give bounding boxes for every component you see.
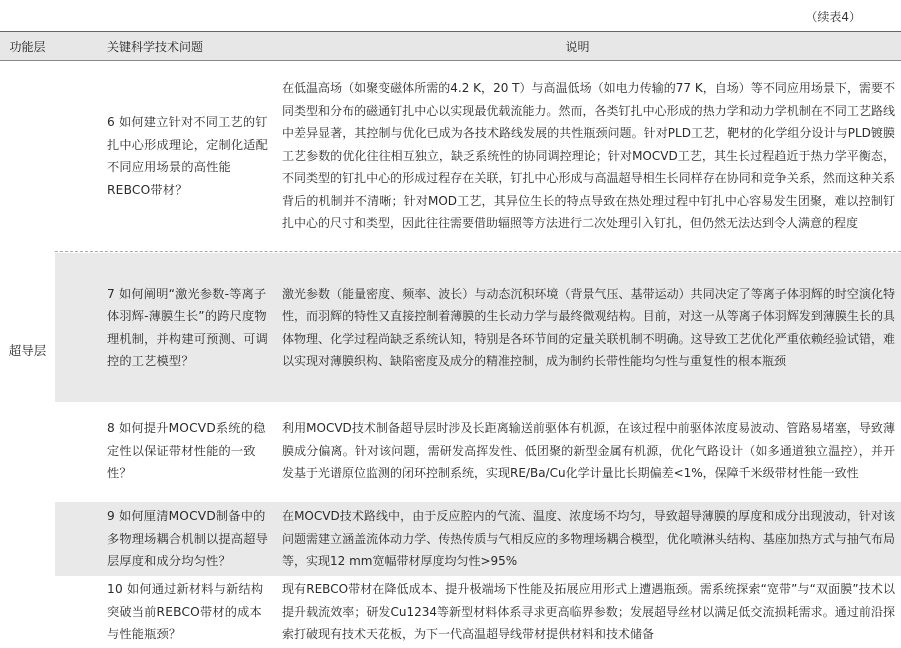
question-cell: 8 如何提升MOCVD系统的稳定性以保证带材性能的一致性？ (107, 421, 266, 481)
layer-label: 超导层 (8, 343, 47, 358)
table-row (55, 502, 901, 576)
description-cell: 现有REBCO带材在降低成本、提升极端场下性能及拓展应用形式上遭遇瓶颈。需系统探索“宽带”与“双面膜”技术以提升载流效率；研发Cu1234等新型材料体系寻求更高临界参数；发展超导丝材以满足低交流损耗需求。通过前沿探索打破现有技术天花板，为下一代高温超导线带材提供材料和技术储备 (282, 582, 895, 642)
table-header (0, 32, 901, 61)
table-row (55, 576, 901, 648)
question-cell: 6 如何建立针对不同工艺的钉扎中心形成理论，定制化适配不同应用场景的高性能REBCO带材？ (107, 115, 269, 197)
table-row (55, 402, 901, 500)
description-cell: 利用MOCVD技术制备超导层时涉及长距离输送前驱体有机源，在该过程中前驱体浓度易波动、管路易堵塞，导致薄膜成分偏离。针对该问题，需研发高挥发性、低团聚的新型金属有机源，优化气路设计（如多通道独立温控），并开发基于光谱原位监测的闭环控制系统，实现RE/Ba/Cu化学计量比长期偏差<1%，保障千米级带材性能一致性 (282, 421, 895, 481)
header-key-issue: 关键科学技术问题 (107, 39, 204, 54)
description-cell: 在MOCVD技术路线中，由于反应腔内的气流、温度、浓度场不均匀，导致超导薄膜的厚度和成分出现波动，针对该问题需建立涵盖流体动力学、传热传质与气相反应的多物理场耦合模型，优化喷淋头结构、基座加热方式与抽气布局等，实现12 mm宽幅带材厚度均匀性>95% (282, 509, 895, 569)
table-body (0, 61, 901, 642)
table-row (55, 61, 901, 251)
description-cell: 激光参数（能量密度、频率、波长）与动态沉积环境（背景气压、基带运动）共同决定了等离子体羽辉的时空演化特性，而羽辉的特性又直接控制着薄膜的生长动力学与最终微观结构。目前，对这一从等离子体羽辉发到薄膜生长的具体物理、化学过程尚缺乏系统认知，特别是各环节间的定量关联机制不明确。这导致工艺优化严重依赖经验试错，难以实现对薄膜织构、缺陷密度及成分的精准控制，成为制约长带性能均匀性与重复性的根本瓶颈 (282, 286, 895, 368)
question-cell: 10 如何通过新材料与新结构突破当前REBCO带材的成本与性能瓶颈？ (107, 582, 264, 642)
description-cell: 在低温高场（如聚变磁体所需的4.2 K，20 T）与高温低场（如电力传输的77 K，自场）等不同应用场景下，需要不同类型和分布的磁通钉扎中心以实现最优载流能力。然而，各类钉扎中心形成的热力学和动力学机制在不同工艺路线中差异显著，其控制与优化已成为各技术路线发展的共性瓶颈问题。针对PLD工艺，靶材的化学组分设计与PLD镀膜工艺参数的优化往往相互独立，缺乏系统性的协同调控理论；针对MOCVD工艺，其生长过程趋近于热力学平衡态，不同类型的钉扎中心的形成过程存在关联，钉扎中心形成与高温超导相生长同样存在协同和竞争关系，然而这种关系背后的机制并不清晰；针对MOD工艺，其异位生长的特点导致在热处理过程中钉扎中心容易发生团聚，难以控制钉扎中心的尺寸和类型，因此往往需要借助辐照等方法进行二次处理引入钉扎，但仍然无法达到令人满意的程度 (282, 81, 895, 231)
question-cell: 7 如何阐明“激光参数-等离子体羽辉-薄膜生长”的跨尺度物理机制，并构建可预测、可调控的工艺模型？ (107, 286, 269, 368)
continued-label: （续表4） (805, 10, 861, 24)
header-description: 说明 (565, 39, 590, 54)
header-function-layer: 功能层 (9, 39, 46, 54)
table-row (55, 253, 901, 402)
question-cell: 9 如何厘清MOCVD制备中的多物理场耦合机制以提高超导层厚度和成分均匀性？ (107, 509, 269, 569)
row-divider (55, 251, 901, 252)
issues-table (0, 31, 901, 642)
